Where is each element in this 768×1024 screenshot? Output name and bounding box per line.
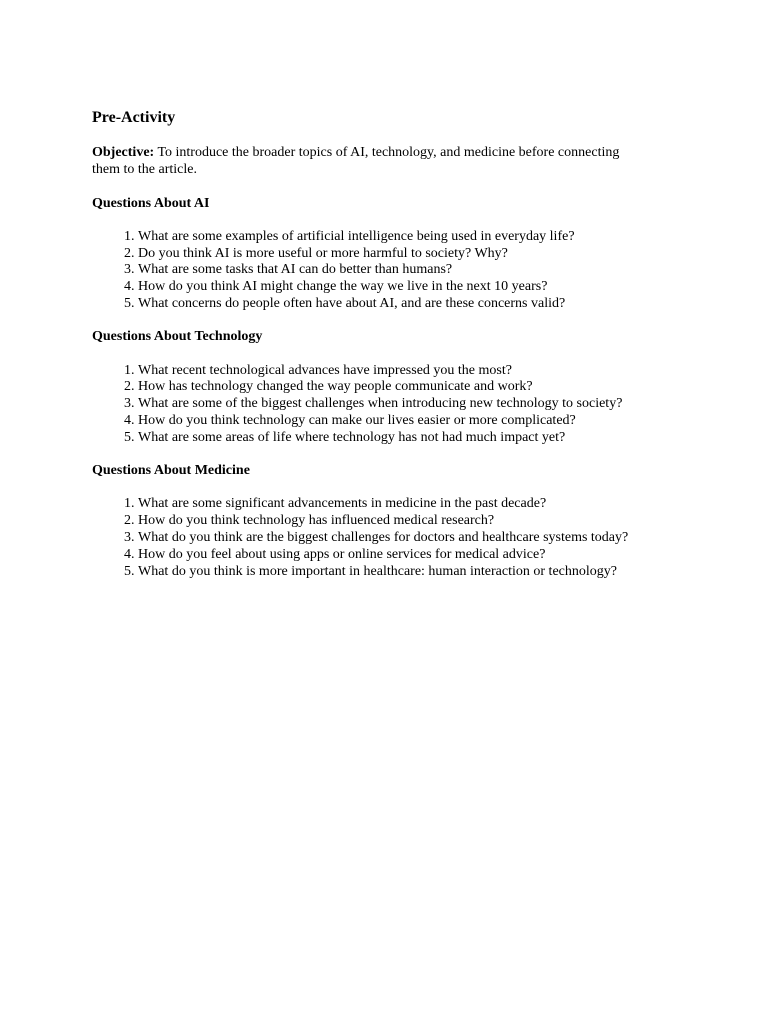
- question-item: 1. What recent technological advances have impressed you the most?: [138, 363, 698, 380]
- question-item: 4. How do you feel about using apps or online services for medical advice?: [138, 547, 658, 564]
- section-heading-technology: Questions About Technology: [92, 329, 263, 345]
- question-item: 4. How do you think AI might change the way we live in the next 10 years?: [138, 279, 698, 296]
- question-item: 3. What are some of the biggest challenges when introducing new technology to society?: [138, 396, 698, 413]
- question-item: 5. What concerns do people often have about AI, and are these concerns valid?: [138, 296, 698, 313]
- question-item: 5. What are some areas of life where technology has not had much impact yet?: [138, 430, 698, 447]
- question-item: 5. What do you think is more important in healthcare: human interaction or technology?: [138, 564, 658, 581]
- question-item: 2. How do you think technology has influenced medical research?: [138, 513, 658, 530]
- question-item: 4. How do you think technology can make our lives easier or more complicated?: [138, 413, 698, 430]
- section-heading-medicine: Questions About Medicine: [92, 463, 250, 479]
- question-list-medicine: [92, 496, 658, 580]
- question-list-ai: [92, 229, 698, 313]
- question-item: 3. What do you think are the biggest challenges for doctors and healthcare systems today?: [138, 530, 658, 547]
- objective-label: Objective:: [92, 145, 155, 160]
- page-title: Pre-Activity: [92, 109, 176, 126]
- objective-paragraph: [92, 145, 632, 179]
- question-item: 3. What are some tasks that AI can do better than humans?: [138, 262, 698, 279]
- question-list-technology: [92, 363, 698, 447]
- objective-text: To introduce the broader topics of AI, technology, and medicine before connecting them to the article.: [92, 145, 620, 177]
- question-item: 2. How has technology changed the way people communicate and work?: [138, 379, 698, 396]
- question-item: 2. Do you think AI is more useful or more harmful to society? Why?: [138, 246, 698, 263]
- question-item: 1. What are some significant advancements in medicine in the past decade?: [138, 496, 658, 513]
- section-heading-ai: Questions About AI: [92, 195, 210, 211]
- question-item: 1. What are some examples of artificial intelligence being used in everyday life?: [138, 229, 698, 246]
- document-content: [92, 108, 692, 597]
